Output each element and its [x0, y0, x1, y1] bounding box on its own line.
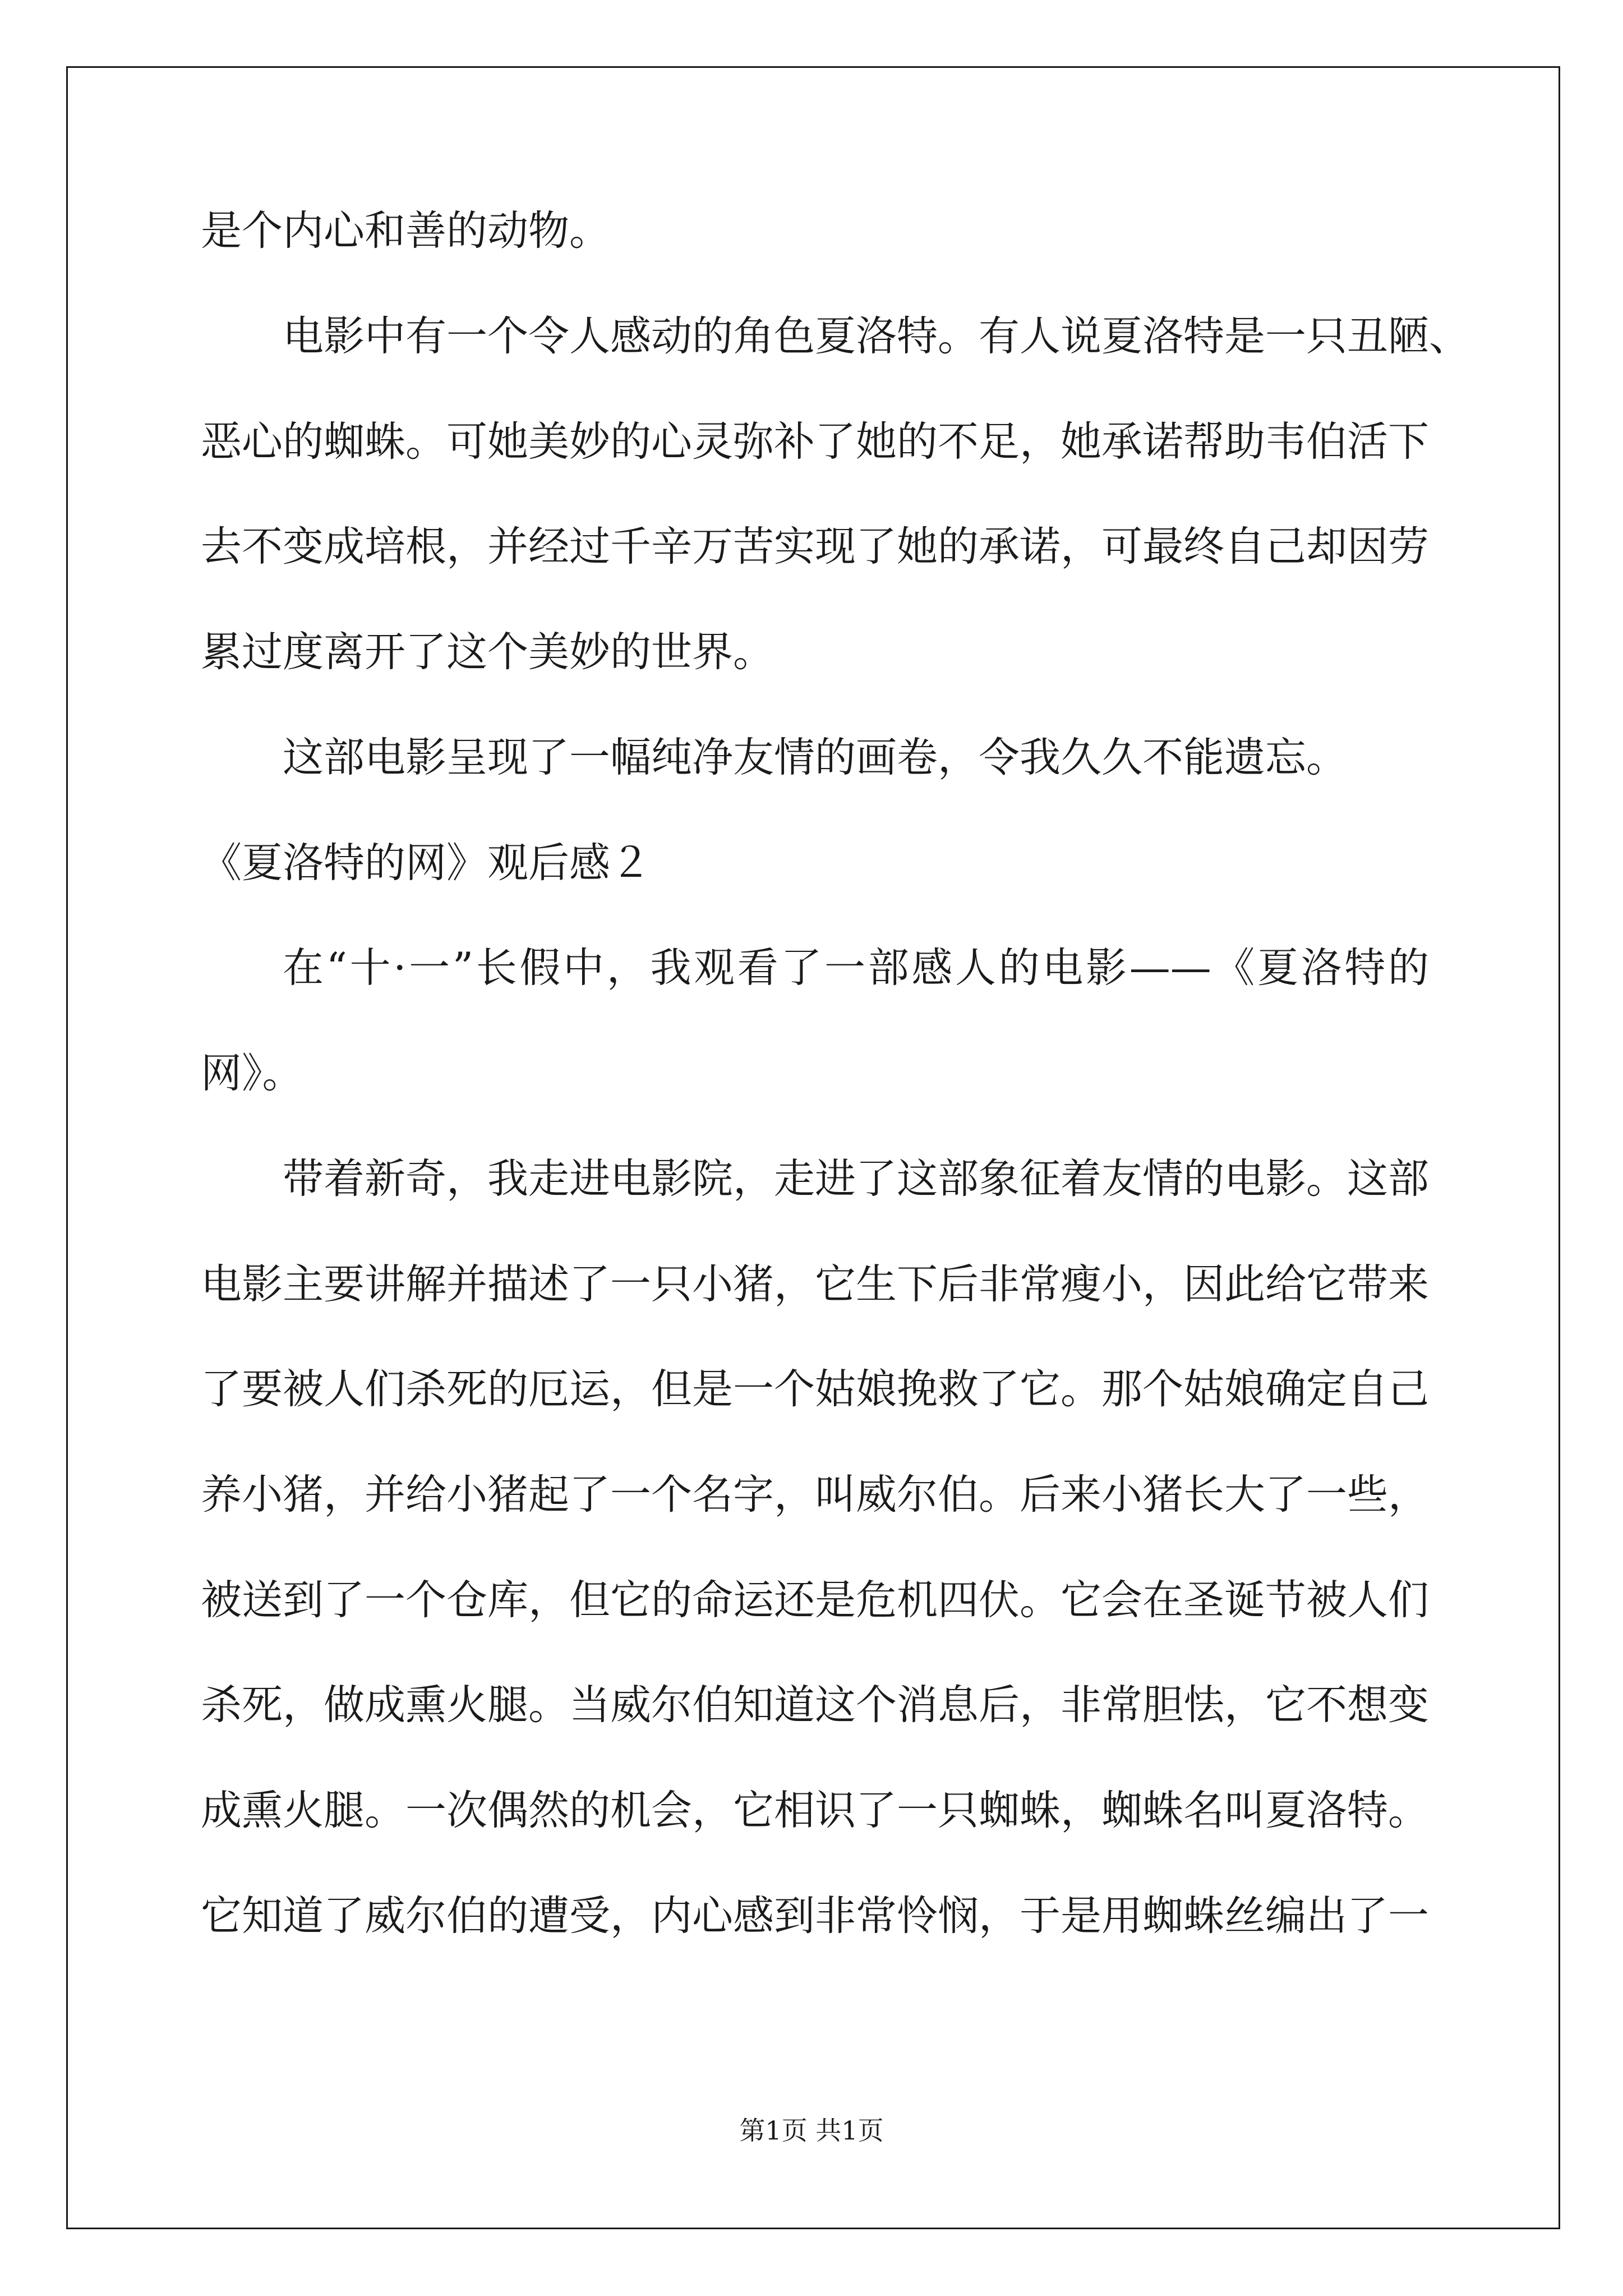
page-footer: 第1页 共1页 [739, 2115, 884, 2146]
text-line: 恶心的蜘蛛。可她美妙的心灵弥补了她的不足，她承诺帮助韦伯活下 [201, 418, 1429, 466]
paragraph-start: 在“十·一”长假中，我观看了一部感人的电影——《夏洛特的 [283, 944, 1429, 992]
text-line: 电影主要讲解并描述了一只小猪，它生下后非常瘦小，因此给它带来 [201, 1260, 1429, 1308]
section-heading: 《夏洛特的网》观后感２ [201, 839, 651, 887]
text-line: 杀死，做成熏火腿。当威尔伯知道这个消息后，非常胆怯，它不想变 [201, 1681, 1429, 1729]
text-line: 成熏火腿。一次偶然的机会，它相识了一只蜘蛛，蜘蛛名叫夏洛特。 [201, 1787, 1429, 1834]
paragraph-start: 电影中有一个令人感动的角色夏洛特。有人说夏洛特是一只丑陋、 [283, 312, 1470, 360]
text-line: 去不变成培根，并经过千辛万苦实现了她的承诺，可最终自己却因劳 [201, 523, 1429, 570]
text-line: 网》。 [201, 1050, 303, 1097]
text-line: 被送到了一个仓库，但它的命运还是危机四伏。它会在圣诞节被人们 [201, 1576, 1429, 1624]
text-line: 累过度离开了这个美妙的世界。 [201, 628, 774, 676]
paragraph-start: 这部电影呈现了一幅纯净友情的画卷，令我久久不能遗忘。 [283, 734, 1347, 781]
paragraph-start: 带着新奇，我走进电影院，走进了这部象征着友情的电影。这部 [283, 1155, 1429, 1203]
text-line: 是个内心和善的动物。 [201, 207, 610, 255]
text-line: 养小猪，并给小猪起了一个名字，叫威尔伯。后来小猪长大了一些， [201, 1471, 1429, 1519]
text-line: 它知道了威尔伯的遭受，内心感到非常怜悯，于是用蜘蛛丝编出了一 [201, 1892, 1429, 1940]
text-line: 了要被人们杀死的厄运，但是一个姑娘挽救了它。那个姑娘确定自己 [201, 1365, 1429, 1413]
